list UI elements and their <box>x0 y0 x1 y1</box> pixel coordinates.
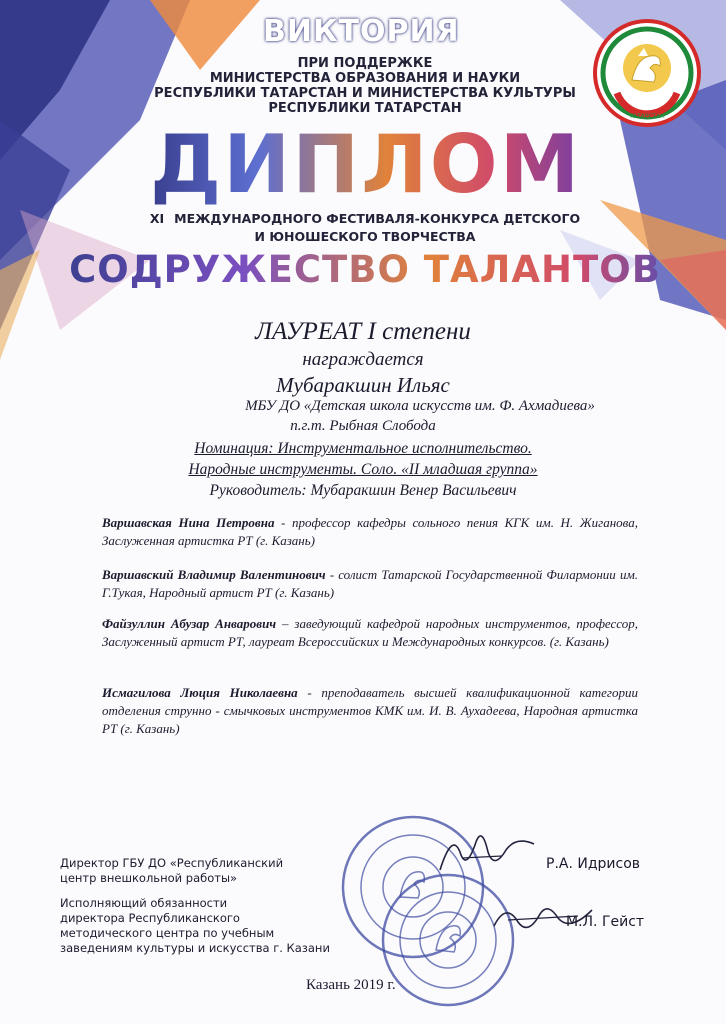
acting-title-line: методического центра по учебным <box>60 926 275 940</box>
jury-name: Варшавский Владимир Валентинович <box>102 567 326 582</box>
jury-member <box>102 514 638 550</box>
jury-desc: – заведующий кафедрой народных инструментов, профессор, Заслуженный артист РТ, лауреат Всероссийских и Международных конкурсов. (г. Казань) <box>102 616 638 649</box>
diploma-title: ДИПЛОМ <box>150 118 582 211</box>
acting-title-line: заведениям культуры и искусства г. Казани <box>60 941 330 955</box>
award-degree: ЛАУРЕАТ I степени <box>255 318 471 345</box>
festival-number: XI <box>149 211 165 226</box>
jury-name: Варшавская Нина Петровна <box>102 515 275 530</box>
leader-name: Руководитель: Мубаракшин Венер Васильевич <box>209 482 517 499</box>
festival-line-2: И ЮНОШЕСКОГО ТВОРЧЕСТВА <box>254 229 476 244</box>
festival-line-1: МЕЖДУНАРОДНОГО ФЕСТИВАЛЯ-КОНКУРСА ДЕТСКОГО <box>174 211 581 226</box>
festival-name: СОДРУЖЕСТВО ТАЛАНТОВ <box>60 248 670 292</box>
acting-director-title <box>60 896 330 956</box>
acting-director-name: М.Л. Гейст <box>566 914 645 930</box>
support-line: РЕСПУБЛИКИ ТАТАРСТАН <box>268 101 462 116</box>
emblem-caption: ТАТАРСТАН <box>629 113 665 120</box>
jury-name: Исмагилова Люция Николаевна <box>102 685 298 700</box>
tatarstan-emblem-icon <box>592 18 702 128</box>
jury-desc: - профессор кафедры сольного пения КГК им. Н. Жиганова, Заслуженная артистка РТ (г. Казань) <box>102 515 638 548</box>
recipient-name: Мубаракшин Ильяс <box>276 373 450 397</box>
jury-member <box>102 566 638 602</box>
jury-member <box>102 684 638 738</box>
festival-description <box>140 210 590 246</box>
awarded-label: награждается <box>302 349 424 370</box>
signature-scribble-icon <box>432 822 542 882</box>
nomination-line-2: Народные инструменты. Соло. «II младшая группа» <box>188 461 538 478</box>
festival-logo: ВИКТОРИЯ <box>263 14 460 49</box>
director-name: Р.А. Идрисов <box>546 856 641 872</box>
director-title-line: центр внешкольной работы» <box>60 871 238 885</box>
support-line: ПРИ ПОДДЕРЖКЕ <box>297 56 433 71</box>
director-title-line: Директор ГБУ ДО «Республиканский <box>60 856 284 870</box>
town-name: п.г.т. Рыбная Слобода <box>290 418 436 434</box>
acting-title-line: Исполняющий обязанности <box>60 896 228 910</box>
director-title <box>60 856 283 886</box>
jury-desc: - солист Татарской Государственной Филармонии им. Г.Тукая, Народный артист РТ (г. Казань) <box>102 567 638 600</box>
jury-member <box>102 615 638 651</box>
support-line: РЕСПУБЛИКИ ТАТАРСТАН И МИНИСТЕРСТВА КУЛЬТУРЫ <box>154 86 576 101</box>
city-year: Казань 2019 г. <box>306 977 396 993</box>
jury-desc: - преподаватель высшей квалификационной категории отделения струнно - смычковых инструментов КМК им. И. В. Аухадеева, Народная артистка РТ (г. Казань) <box>102 685 638 736</box>
nomination-line-1: Номинация: Инструментальное исполнительство. <box>194 440 532 457</box>
support-line: МИНИСТЕРСТВА ОБРАЗОВАНИЯ И НАУКИ <box>209 71 521 86</box>
acting-title-line: директора Республиканского <box>60 911 240 925</box>
support-text <box>150 56 580 116</box>
jury-name: Файзуллин Абузар Анварович <box>102 616 277 631</box>
festival-line <box>140 210 590 228</box>
school-name: МБУ ДО «Детская школа искусств им. Ф. Ахмадиева» <box>245 398 595 414</box>
